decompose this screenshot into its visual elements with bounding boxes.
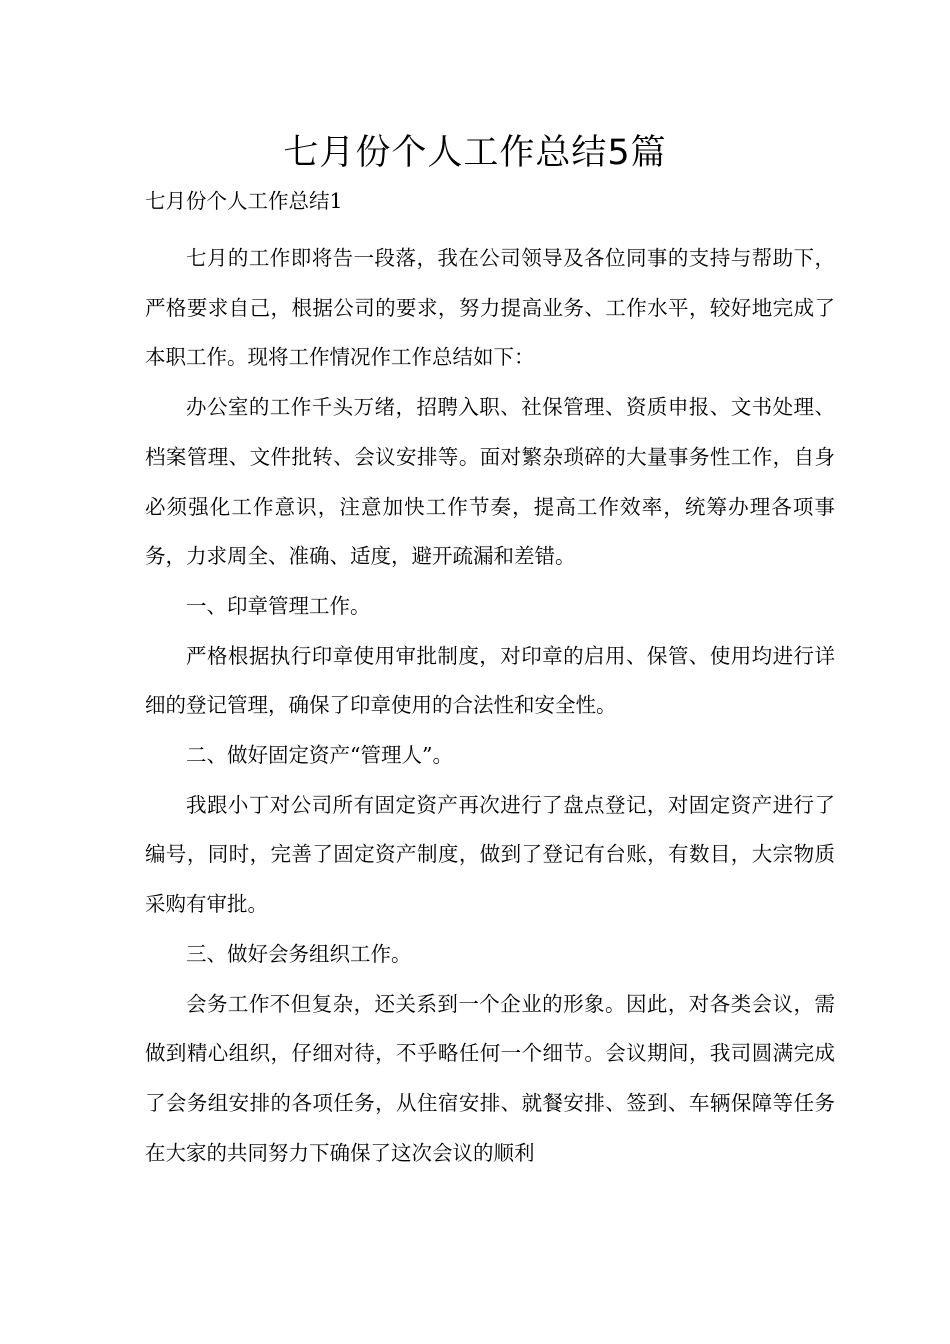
- document-body: [145, 234, 835, 1178]
- paragraph-seal-management: 严格根据执行印章使用审批制度，对印章的启用、保管、使用均进行详细的登记管理，确保了印章使用的合法性和安全性。: [145, 643, 835, 718]
- paragraph-intro: 七月的工作即将告一段落，我在公司领导及各位同事的支持与帮助下，严格要求自己，根据公司的要求，努力提高业务、工作水平，较好地完成了本职工作。现将工作情况作工作总结如下：: [145, 246, 835, 370]
- heading-meeting-organization: 三、做好会务组织工作。: [186, 941, 412, 966]
- section-heading: 七月份个人工作总结1: [145, 189, 343, 213]
- document-title: 七月份个人工作总结5篇: [283, 133, 667, 173]
- paragraph-fixed-assets: 我跟小丁对公司所有固定资产再次进行了盘点登记，对固定资产进行了编号，同时，完善了固定资产制度，做到了登记有台账，有数目，大宗物质采购有审批。: [145, 792, 835, 917]
- paragraph-office-work: 办公室的工作千头万绪，招聘入职、社保管理、资质申报、文书处理、档案管理、文件批转、会议安排等。面对繁杂琐碎的大量事务性工作，自身必须强化工作意识，注意加快工作节奏，提高工作效率，统筹办理各项事务，力求周全、准确、适度，避开疏漏和差错。: [145, 395, 835, 569]
- heading-fixed-assets: 二、做好固定资产“管理人”。: [186, 743, 453, 768]
- heading-seal-management: 一、印章管理工作。: [186, 593, 371, 618]
- paragraph-meeting-organization: 会务工作不但复杂，还关系到一个企业的形象。因此，对各类会议，需做到精心组织，仔细对待，不乎略任何一个细节。会议期间，我司圆满完成了会务组安排的各项任务，从住宿安排、就餐安排、签到、车辆保障等任务在大家的共同努力下确保了这次会议的顺利: [145, 991, 835, 1165]
